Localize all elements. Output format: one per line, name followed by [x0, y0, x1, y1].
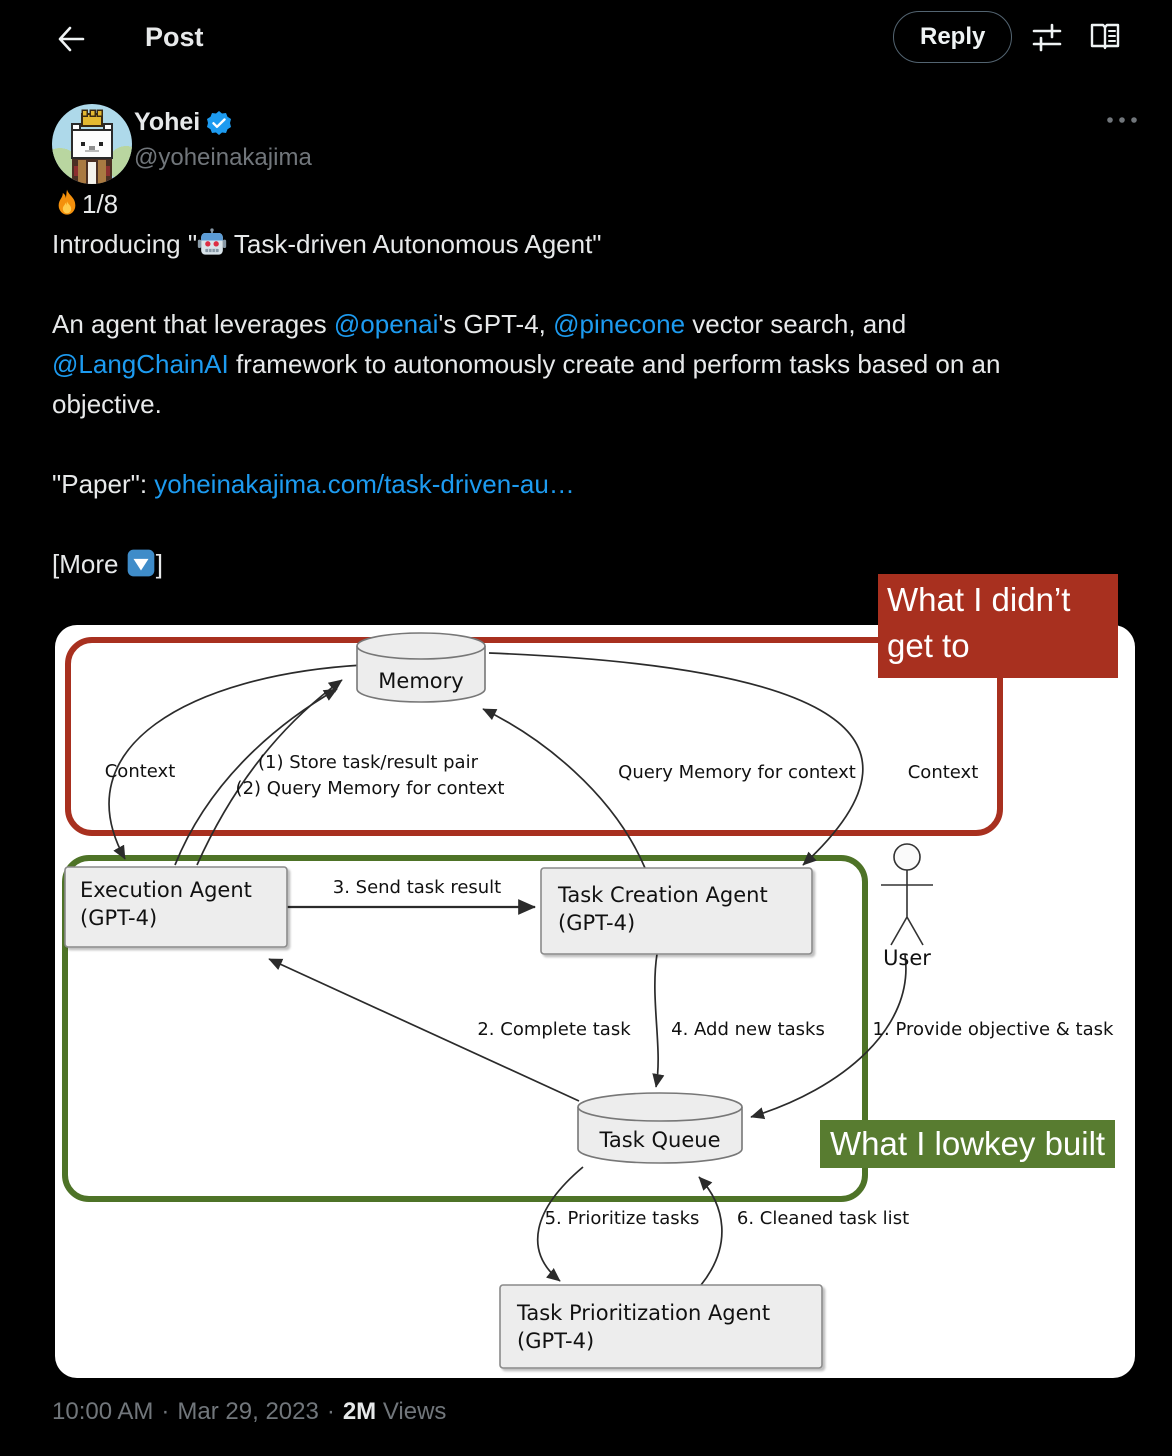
paper-label: "Paper":	[52, 469, 155, 499]
views-count: 2M	[342, 1398, 377, 1425]
annotation-red-line2: get to	[887, 627, 970, 664]
page-title: Post	[145, 22, 204, 52]
more-options-button[interactable]	[1102, 110, 1142, 130]
tweet-image[interactable]	[55, 625, 1135, 1378]
robot-emoji	[197, 228, 227, 258]
svg-text:Task Prioritization Agent: Task Prioritization Agent	[517, 1301, 771, 1325]
author-row	[134, 108, 232, 137]
memory-node	[357, 633, 485, 702]
svg-text:(GPT-4): (GPT-4)	[80, 906, 158, 930]
views-label[interactable]: Views	[382, 1398, 447, 1425]
label-query-memory: Query Memory for context	[618, 762, 856, 783]
label-store-1: (1) Store task/result pair	[258, 752, 478, 773]
verified-badge-icon	[206, 110, 232, 136]
intro-text: Introducing "	[52, 229, 198, 259]
open-book-icon	[1086, 17, 1124, 55]
label-cleaned: 6. Cleaned task list	[736, 1208, 910, 1229]
svg-text:Task Creation Agent: Task Creation Agent	[558, 883, 768, 907]
author-name: Yohei	[134, 108, 201, 136]
svg-text:(GPT-4): (GPT-4)	[558, 911, 636, 935]
label-send-result: 3. Send task result	[332, 877, 502, 898]
timeline-settings-button[interactable]	[1028, 18, 1066, 56]
annotation-lowkey-built	[820, 1120, 1115, 1168]
sliders-icon	[1028, 18, 1066, 56]
svg-text:(GPT-4): (GPT-4)	[517, 1329, 595, 1353]
svg-text:Execution Agent: Execution Agent	[80, 878, 252, 902]
annotation-red-line1: What I didn’t	[887, 581, 1071, 618]
annotation-didnt-get-to	[878, 574, 1118, 678]
body-text: objective.	[52, 389, 162, 419]
intro-text-cont: Task-driven Autonomous Agent"	[227, 229, 602, 259]
svg-text:User: User	[883, 946, 931, 970]
avatar[interactable]	[52, 104, 132, 184]
label-provide-objective: 1. Provide objective & task	[872, 1019, 1114, 1040]
label-context-right: Context	[907, 762, 979, 783]
mention-openai[interactable]: @openai	[333, 309, 439, 339]
body-text: framework to autonomously create and perform tasks based on an	[228, 349, 1001, 379]
tweet-meta: 10:00 AM · Mar 29, 2023 · 2M Views	[52, 1398, 447, 1425]
top-bar	[0, 0, 1172, 76]
ellipsis-icon	[1102, 110, 1142, 130]
author-handle: @yoheinakajima	[134, 144, 312, 171]
tweet-text	[52, 184, 1146, 584]
thread-index: 1/8	[82, 189, 119, 219]
label-add-new-tasks: 4. Add new tasks	[671, 1019, 825, 1040]
task-prioritization-agent-node	[500, 1285, 822, 1368]
back-arrow-icon	[54, 22, 88, 56]
date: Mar 29, 2023	[177, 1398, 319, 1425]
edge-store-a	[175, 689, 337, 865]
task-creation-agent-node	[541, 868, 812, 954]
label-complete-task: 2. Complete task	[477, 1019, 631, 1040]
reply-button[interactable]	[893, 11, 1012, 63]
body-text: vector search, and	[685, 309, 907, 339]
more-text-close: ]	[155, 549, 163, 579]
edge-cleaned	[699, 1177, 722, 1285]
fire-emoji	[52, 188, 82, 218]
body-text: An agent that leverages	[52, 309, 334, 339]
execution-agent-node	[65, 867, 287, 947]
agent-diagram	[55, 625, 1135, 1378]
label-store-2: (2) Query Memory for context	[235, 778, 505, 799]
edge-add-new-tasks	[655, 954, 658, 1087]
reader-mode-button[interactable]	[1086, 17, 1124, 55]
mention-langchain[interactable]: @LangChainAI	[52, 349, 229, 379]
back-button[interactable]	[54, 22, 88, 56]
svg-text:Memory: Memory	[378, 669, 464, 693]
timestamp: 10:00 AM	[52, 1398, 154, 1425]
body-text: 's GPT-4,	[438, 309, 554, 339]
avatar-pixel-art	[52, 104, 132, 184]
paper-link[interactable]: yoheinakajima.com/task-driven-au…	[154, 469, 575, 499]
more-text: [More	[52, 549, 126, 579]
edge-query-memory	[483, 709, 645, 868]
annotation-green-text: What I lowkey built	[830, 1125, 1106, 1162]
user-actor	[881, 844, 933, 970]
reply-button-label: Reply	[920, 23, 986, 50]
svg-text:Task Queue: Task Queue	[599, 1128, 721, 1152]
label-context-left: Context	[104, 761, 176, 782]
label-prioritize: 5. Prioritize tasks	[544, 1208, 700, 1229]
down-button-emoji	[126, 548, 156, 578]
task-queue-node	[578, 1093, 742, 1163]
mention-pinecone[interactable]: @pinecone	[553, 309, 686, 339]
